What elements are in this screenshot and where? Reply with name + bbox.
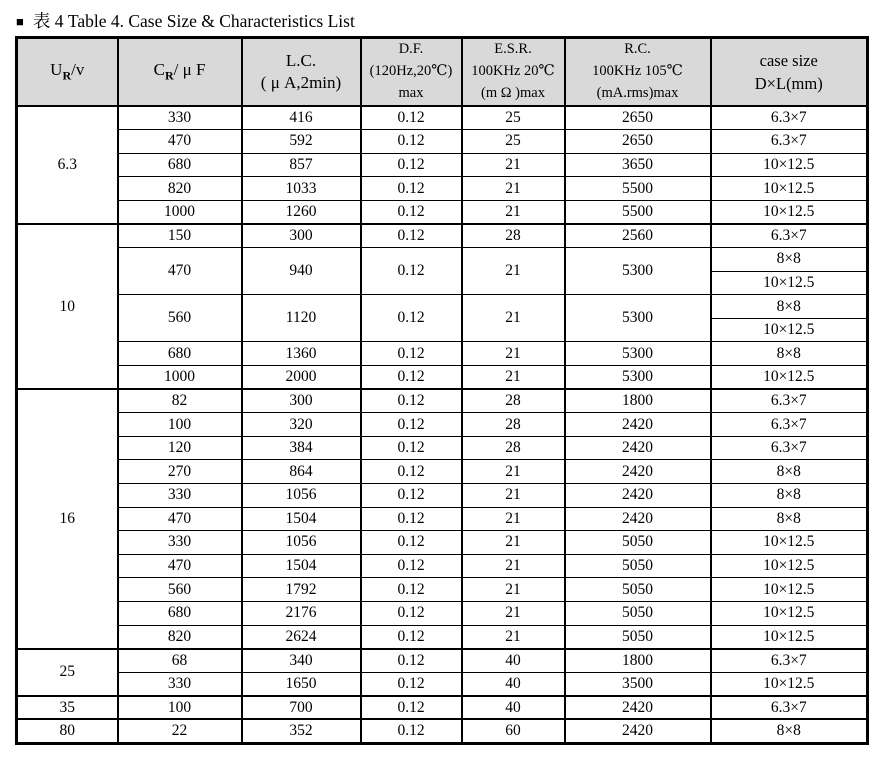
header-row: [17, 38, 868, 107]
esr-cell: 25: [462, 130, 565, 154]
table-container: [15, 36, 869, 745]
ripple-current-cell: 2420: [565, 696, 711, 720]
esr-cell: 21: [462, 342, 565, 366]
ripple-current-cell: 5300: [565, 248, 711, 295]
ripple-current-cell: 5050: [565, 554, 711, 578]
df-cell: 0.12: [361, 248, 462, 295]
leakage-current-cell: 2000: [242, 366, 361, 390]
ripple-current-cell: 5050: [565, 601, 711, 625]
header-line: L.C.: [285, 50, 317, 70]
page-title: [16, 8, 355, 33]
ripple-current-cell: 1800: [565, 389, 711, 413]
table-header: [17, 38, 868, 107]
header-line: (mA.rms)max: [596, 84, 679, 101]
df-cell: 0.12: [361, 625, 462, 649]
capacitance-cell: 470: [118, 130, 242, 154]
ripple-current-cell: 5500: [565, 177, 711, 201]
esr-cell: 21: [462, 366, 565, 390]
capacitance-cell: 330: [118, 531, 242, 555]
capacitance-cell: 470: [118, 248, 242, 295]
df-cell: 0.12: [361, 649, 462, 673]
case-size-cell: 6.3×7: [711, 696, 868, 720]
case-size-cell: 10×12.5: [711, 271, 868, 295]
ripple-current-cell: 2420: [565, 436, 711, 460]
leakage-current-cell: 300: [242, 389, 361, 413]
header-line: (m Ω )max: [481, 84, 545, 101]
header-line: E.S.R.: [494, 41, 532, 58]
esr-cell: 40: [462, 649, 565, 673]
case-size-cell: 10×12.5: [711, 153, 868, 177]
case-size-cell: 6.3×7: [711, 224, 868, 248]
leakage-current-cell: 864: [242, 460, 361, 484]
table-row: [17, 366, 868, 390]
esr-cell: 21: [462, 177, 565, 201]
col-header-leakage-current: [242, 38, 361, 107]
table-row: [17, 531, 868, 555]
col-header-case-size: [711, 38, 868, 107]
ripple-current-cell: 2420: [565, 507, 711, 531]
table-row: [17, 106, 868, 130]
capacitance-cell: 120: [118, 436, 242, 460]
ripple-current-cell: 2420: [565, 719, 711, 743]
esr-cell: 21: [462, 601, 565, 625]
case-size-cell: 10×12.5: [711, 601, 868, 625]
case-size-cell: 10×12.5: [711, 672, 868, 696]
esr-cell: 21: [462, 554, 565, 578]
capacitance-cell: 470: [118, 507, 242, 531]
esr-cell: 21: [462, 153, 565, 177]
page-title-text: 表 4 Table 4. Case Size & Characteristics List: [32, 11, 355, 31]
df-cell: 0.12: [361, 413, 462, 437]
ripple-current-cell: 2560: [565, 224, 711, 248]
table-row: [17, 696, 868, 720]
capacitance-cell: 270: [118, 460, 242, 484]
capacitance-cell: 100: [118, 413, 242, 437]
table-row: [17, 342, 868, 366]
capacitance-cell: 680: [118, 153, 242, 177]
table-row: [17, 413, 868, 437]
table-row: [17, 436, 868, 460]
table-row: [17, 507, 868, 531]
ripple-current-cell: 5300: [565, 366, 711, 390]
header-line: R.C.: [624, 41, 651, 58]
capacitance-cell: 330: [118, 484, 242, 508]
table-row: [17, 224, 868, 248]
capacitance-cell: 560: [118, 295, 242, 342]
case-size-cell: 10×12.5: [711, 554, 868, 578]
case-size-cell: 8×8: [711, 342, 868, 366]
capacitance-cell: 330: [118, 106, 242, 130]
case-size-cell: 10×12.5: [711, 531, 868, 555]
ripple-current-cell: 2420: [565, 484, 711, 508]
leakage-current-cell: 1504: [242, 554, 361, 578]
ripple-current-cell: 3500: [565, 672, 711, 696]
df-cell: 0.12: [361, 484, 462, 508]
capacitance-cell: 22: [118, 719, 242, 743]
ripple-current-cell: 3650: [565, 153, 711, 177]
df-cell: 0.12: [361, 153, 462, 177]
table-row: [17, 248, 868, 272]
esr-cell: 60: [462, 719, 565, 743]
header-line: (120Hz,20℃): [369, 63, 453, 80]
voltage-cell: 80: [17, 719, 118, 743]
capacitance-cell: 820: [118, 625, 242, 649]
esr-cell: 21: [462, 460, 565, 484]
leakage-current-cell: 416: [242, 106, 361, 130]
header-text: /v: [71, 60, 85, 80]
case-size-cell: 8×8: [711, 460, 868, 484]
esr-cell: 21: [462, 295, 565, 342]
header-line: ( μ A,2min): [260, 73, 342, 92]
table-row: [17, 719, 868, 743]
leakage-current-cell: 1120: [242, 295, 361, 342]
esr-cell: 28: [462, 224, 565, 248]
ripple-current-cell: 1800: [565, 649, 711, 673]
capacitance-cell: 680: [118, 342, 242, 366]
table-row: [17, 484, 868, 508]
leakage-current-cell: 1260: [242, 200, 361, 224]
ripple-current-cell: 5300: [565, 295, 711, 342]
leakage-current-cell: 384: [242, 436, 361, 460]
table-row: [17, 649, 868, 673]
capacitance-cell: 680: [118, 601, 242, 625]
leakage-current-cell: 1360: [242, 342, 361, 366]
header-subscript: R: [164, 68, 174, 83]
table-row: [17, 672, 868, 696]
df-cell: 0.12: [361, 578, 462, 602]
df-cell: 0.12: [361, 672, 462, 696]
leakage-current-cell: 2624: [242, 625, 361, 649]
case-size-cell: 6.3×7: [711, 413, 868, 437]
voltage-cell: 35: [17, 696, 118, 720]
leakage-current-cell: 592: [242, 130, 361, 154]
table-row: [17, 625, 868, 649]
header-subscript: R: [62, 68, 72, 83]
case-size-cell: 6.3×7: [711, 436, 868, 460]
case-size-cell: 8×8: [711, 248, 868, 272]
case-size-cell: 6.3×7: [711, 389, 868, 413]
header-text: C: [153, 60, 165, 80]
case-size-cell: 10×12.5: [711, 200, 868, 224]
case-size-characteristics-table: [15, 36, 869, 745]
capacitance-cell: 560: [118, 578, 242, 602]
ripple-current-cell: 5300: [565, 342, 711, 366]
df-cell: 0.12: [361, 177, 462, 201]
col-header-ripple-current: [565, 38, 711, 107]
ripple-current-cell: 2650: [565, 130, 711, 154]
df-cell: 0.12: [361, 224, 462, 248]
esr-cell: 25: [462, 106, 565, 130]
esr-cell: 40: [462, 672, 565, 696]
table-row: [17, 295, 868, 319]
esr-cell: 21: [462, 531, 565, 555]
case-size-cell: 10×12.5: [711, 318, 868, 342]
df-cell: 0.12: [361, 389, 462, 413]
df-cell: 0.12: [361, 601, 462, 625]
ripple-current-cell: 2420: [565, 413, 711, 437]
table-row: [17, 578, 868, 602]
esr-cell: 21: [462, 484, 565, 508]
table-row: [17, 177, 868, 201]
leakage-current-cell: 1504: [242, 507, 361, 531]
table-row: [17, 554, 868, 578]
leakage-current-cell: 2176: [242, 601, 361, 625]
ripple-current-cell: 2650: [565, 106, 711, 130]
esr-cell: 28: [462, 389, 565, 413]
capacitance-cell: 68: [118, 649, 242, 673]
header-line: D.F.: [398, 41, 424, 58]
table-row: [17, 153, 868, 177]
ripple-current-cell: 5050: [565, 531, 711, 555]
case-size-cell: 10×12.5: [711, 578, 868, 602]
df-cell: 0.12: [361, 719, 462, 743]
leakage-current-cell: 300: [242, 224, 361, 248]
voltage-cell: 6.3: [17, 106, 118, 224]
leakage-current-cell: 1033: [242, 177, 361, 201]
capacitance-cell: 1000: [118, 200, 242, 224]
header-line: max: [398, 84, 424, 101]
leakage-current-cell: 1792: [242, 578, 361, 602]
df-cell: 0.12: [361, 295, 462, 342]
table-body: [17, 106, 868, 743]
leakage-current-cell: 940: [242, 248, 361, 295]
col-header-dissipation-factor: [361, 38, 462, 107]
esr-cell: 21: [462, 578, 565, 602]
esr-cell: 21: [462, 248, 565, 295]
leakage-current-cell: 352: [242, 719, 361, 743]
df-cell: 0.12: [361, 106, 462, 130]
leakage-current-cell: 1056: [242, 531, 361, 555]
df-cell: 0.12: [361, 342, 462, 366]
leakage-current-cell: 340: [242, 649, 361, 673]
leakage-current-cell: 700: [242, 696, 361, 720]
voltage-cell: 25: [17, 649, 118, 696]
df-cell: 0.12: [361, 554, 462, 578]
col-header-rated-voltage: [17, 38, 118, 107]
col-header-capacitance: [118, 38, 242, 107]
case-size-cell: 8×8: [711, 507, 868, 531]
header-text: / μ F: [173, 60, 206, 80]
case-size-cell: 10×12.5: [711, 625, 868, 649]
df-cell: 0.12: [361, 507, 462, 531]
df-cell: 0.12: [361, 366, 462, 390]
table-row: [17, 460, 868, 484]
leakage-current-cell: 857: [242, 153, 361, 177]
table-row: [17, 601, 868, 625]
case-size-cell: 6.3×7: [711, 106, 868, 130]
case-size-cell: 8×8: [711, 295, 868, 319]
ripple-current-cell: 2420: [565, 460, 711, 484]
case-size-cell: 10×12.5: [711, 366, 868, 390]
capacitance-cell: 820: [118, 177, 242, 201]
df-cell: 0.12: [361, 531, 462, 555]
df-cell: 0.12: [361, 696, 462, 720]
voltage-cell: 10: [17, 224, 118, 389]
capacitance-cell: 330: [118, 672, 242, 696]
case-size-cell: 6.3×7: [711, 130, 868, 154]
df-cell: 0.12: [361, 130, 462, 154]
header-text: U: [50, 60, 63, 80]
header-line: case size: [759, 50, 818, 70]
ripple-current-cell: 5500: [565, 200, 711, 224]
esr-cell: 40: [462, 696, 565, 720]
table-row: [17, 130, 868, 154]
capacitance-cell: 82: [118, 389, 242, 413]
leakage-current-cell: 1650: [242, 672, 361, 696]
table-row: [17, 200, 868, 224]
case-size-cell: 10×12.5: [711, 177, 868, 201]
case-size-cell: 6.3×7: [711, 649, 868, 673]
capacitance-cell: 100: [118, 696, 242, 720]
leakage-current-cell: 1056: [242, 484, 361, 508]
df-cell: 0.12: [361, 460, 462, 484]
leakage-current-cell: 320: [242, 413, 361, 437]
esr-cell: 28: [462, 436, 565, 460]
voltage-cell: 16: [17, 389, 118, 649]
esr-cell: 21: [462, 625, 565, 649]
esr-cell: 21: [462, 200, 565, 224]
header-line: D×L(mm): [754, 74, 823, 93]
capacitance-cell: 150: [118, 224, 242, 248]
square-bullet-icon: ■: [16, 14, 24, 29]
capacitance-cell: 470: [118, 554, 242, 578]
capacitance-cell: 1000: [118, 366, 242, 390]
esr-cell: 21: [462, 507, 565, 531]
case-size-cell: 8×8: [711, 484, 868, 508]
case-size-cell: 8×8: [711, 719, 868, 743]
ripple-current-cell: 5050: [565, 578, 711, 602]
table-row: [17, 389, 868, 413]
df-cell: 0.12: [361, 200, 462, 224]
df-cell: 0.12: [361, 436, 462, 460]
esr-cell: 28: [462, 413, 565, 437]
header-line: 100KHz 105℃: [592, 63, 683, 80]
header-line: 100KHz 20℃: [471, 63, 555, 80]
col-header-esr: [462, 38, 565, 107]
ripple-current-cell: 5050: [565, 625, 711, 649]
